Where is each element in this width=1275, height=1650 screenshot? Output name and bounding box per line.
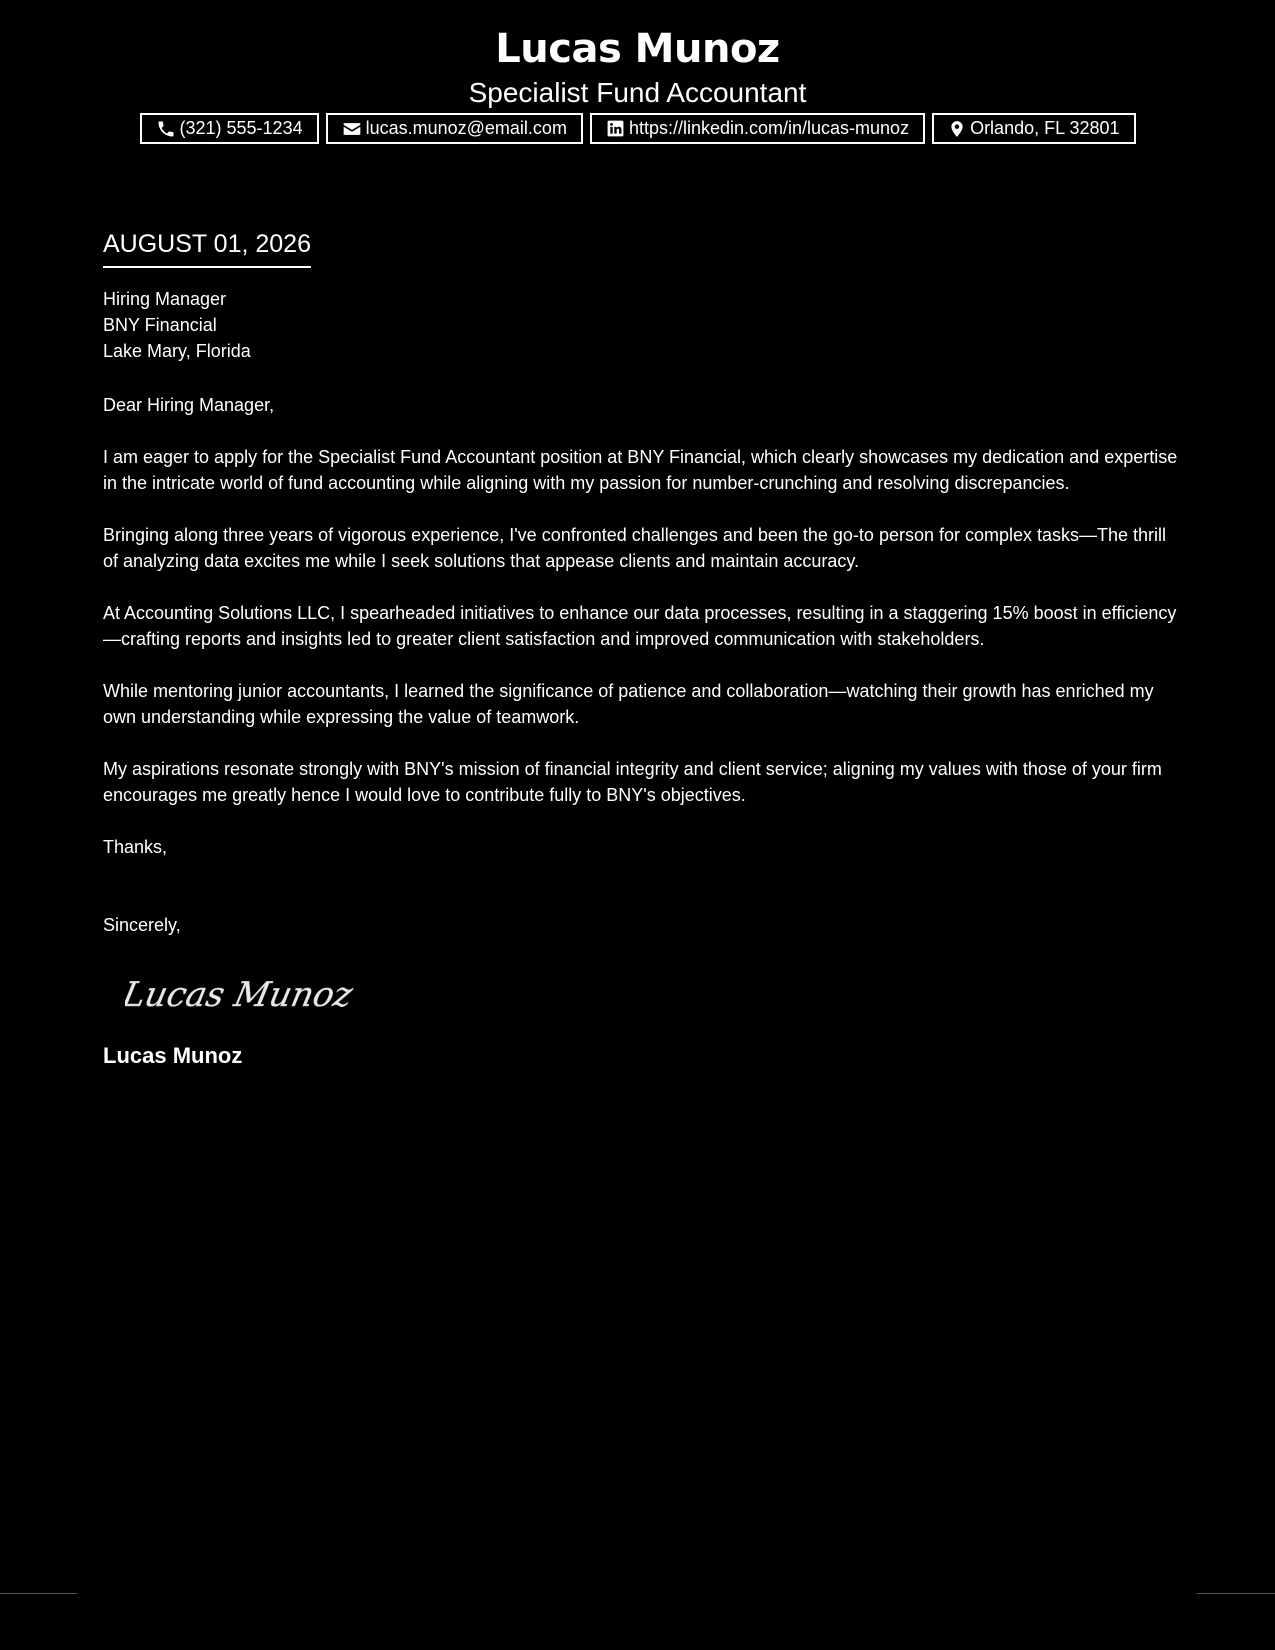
- svg-text:Lucas Munoz: Lucas Munoz: [125, 975, 355, 1015]
- contact-phone: [140, 113, 319, 144]
- location-pin-icon: [948, 119, 966, 139]
- salutation: Dear Hiring Manager,: [103, 395, 275, 415]
- recipient-line: Hiring Manager: [103, 289, 227, 309]
- signed-name: Lucas Munoz: [103, 1043, 243, 1068]
- recipient-line: BNY Financial: [103, 315, 217, 335]
- handwritten-signature: [125, 966, 1178, 1022]
- contact-bar: [0, 113, 1275, 144]
- closing-thanks: Thanks,: [103, 837, 168, 857]
- body-paragraph: My aspirations resonate strongly with BNY's mission of financial integrity and client service; aligning my values with those of your firm encourages me greatly hence I would love to contribute fully to BNY's objectives.: [103, 759, 1162, 805]
- contact-location-text: Orlando, FL 32801: [970, 118, 1120, 138]
- footer-divider-right: [1197, 1593, 1275, 1594]
- contact-linkedin-text: https://linkedin.com/in/lucas-munoz: [628, 118, 910, 138]
- contact-phone-text: (321) 555-1234: [179, 118, 303, 138]
- applicant-name: Lucas Munoz: [495, 26, 780, 72]
- contact-location: [932, 113, 1135, 144]
- letter-header: [0, 22, 1275, 110]
- contact-linkedin[interactable]: [590, 113, 925, 144]
- body-paragraph: While mentoring junior accountants, I learned the significance of patience and collaboration—watching their growth has enriched my own understanding while expressing the value of teamwork.: [103, 681, 1154, 727]
- linkedin-icon: [606, 119, 625, 138]
- contact-email[interactable]: [326, 113, 583, 144]
- body-paragraph: I am eager to apply for the Specialist Fund Accountant position at BNY Financial, which clearly showcases my dedication and expertise in the intricate world of fund accounting while aligning with my passion for number-crunching and resolving discrepancies.: [103, 447, 1178, 493]
- envelope-icon: [342, 119, 362, 139]
- recipient-line: Lake Mary, Florida: [103, 341, 251, 361]
- letter-body: [103, 228, 1178, 1070]
- letter-date: AUGUST 01, 2026: [103, 228, 311, 268]
- phone-icon: [156, 119, 176, 139]
- footer-divider-left: [0, 1593, 77, 1594]
- contact-email-text: lucas.munoz@email.com: [365, 118, 567, 138]
- applicant-title: Specialist Fund Accountant: [468, 77, 807, 108]
- closing-sincerely: Sincerely,: [103, 915, 181, 935]
- recipient-block: [103, 286, 1178, 364]
- body-paragraph: Bringing along three years of vigorous experience, I've confronted challenges and been the go-to person for complex tasks—The thrill of analyzing data excites me while I seek solutions that appease clients and maintain accuracy.: [103, 525, 1167, 571]
- body-paragraph: At Accounting Solutions LLC, I spearheaded initiatives to enhance our data processes, resulting in a staggering 15% boost in efficiency—crafting reports and insights led to greater client satisfaction and improved communication with stakeholders.: [103, 603, 1177, 649]
